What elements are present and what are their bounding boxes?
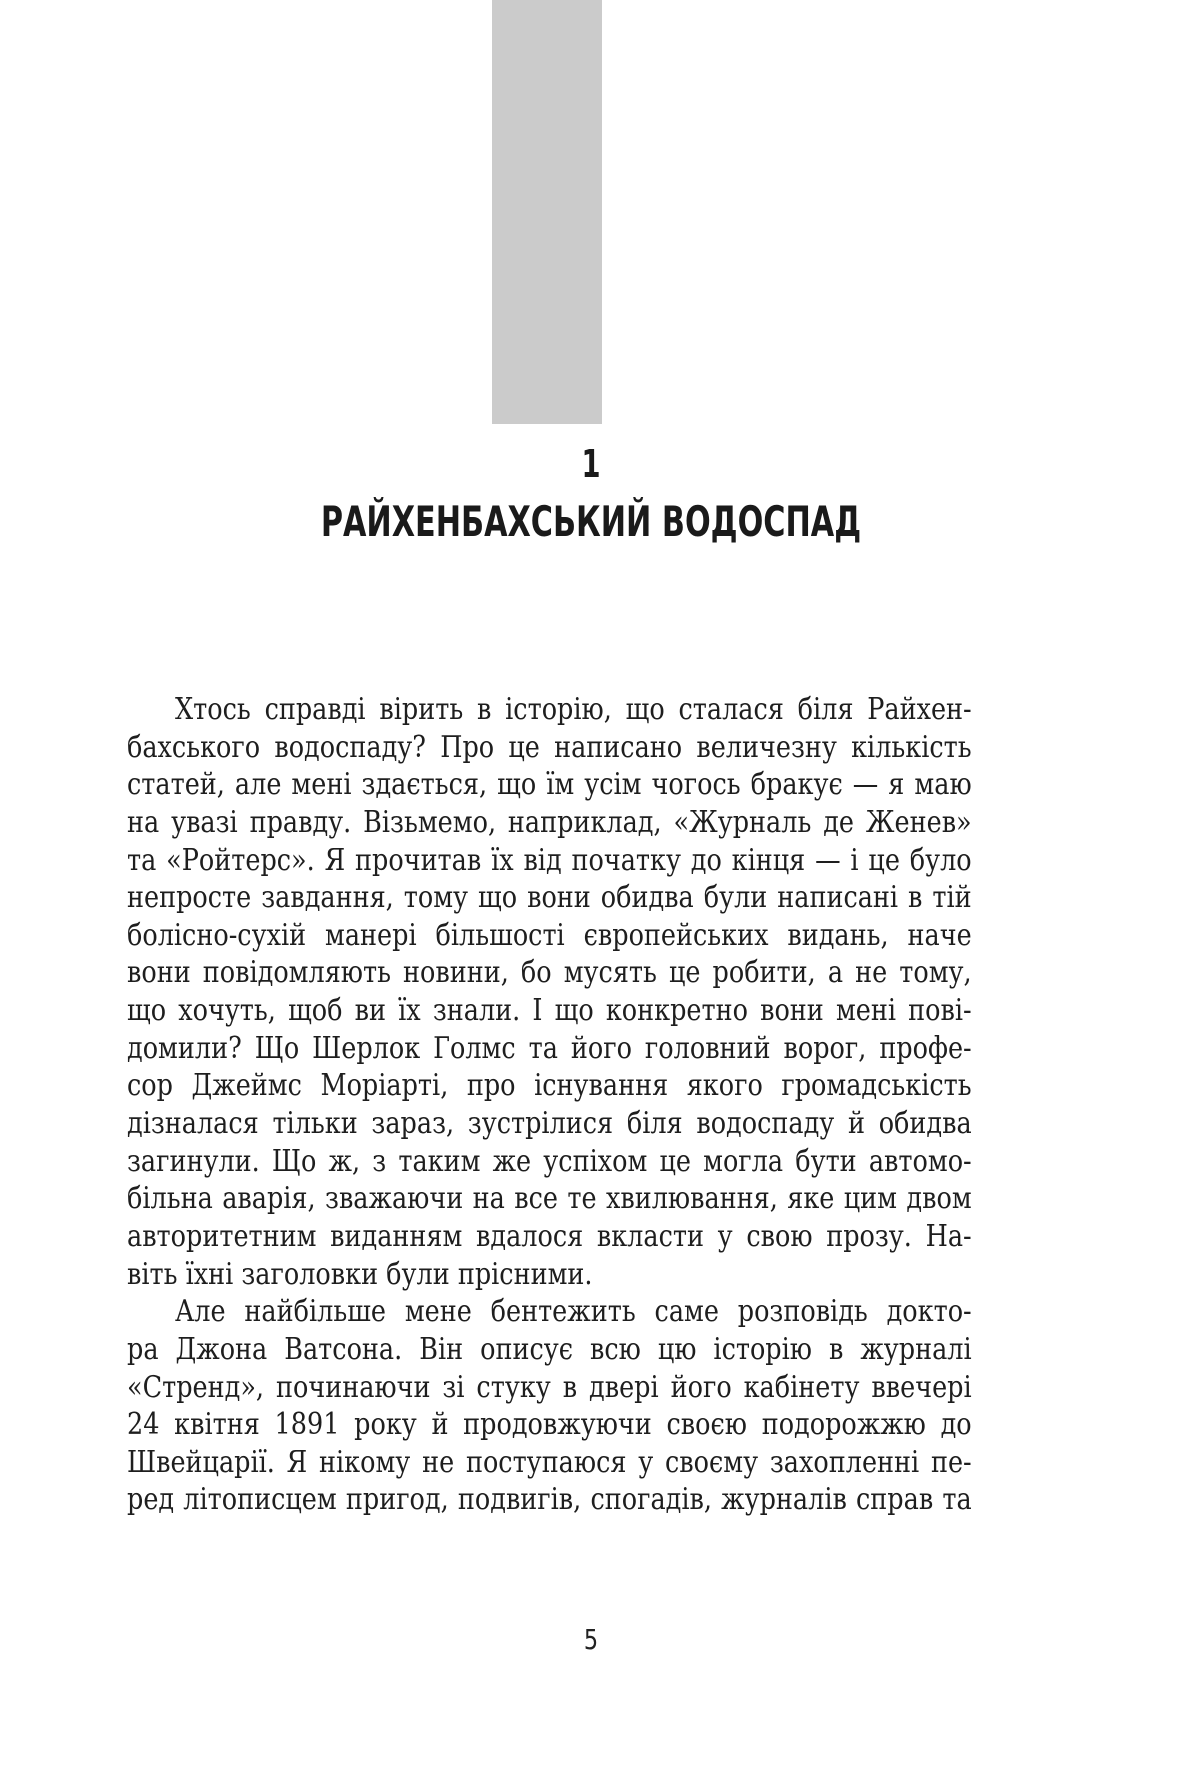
text-line: непросте завдання, тому що вони обидва були написані в тій xyxy=(127,880,972,916)
chapter-marker-bar xyxy=(492,0,602,424)
page-number: 5 xyxy=(583,1623,599,1656)
text-line: «Стренд», починаючи зі стуку в двері його кабінету ввечері xyxy=(127,1369,972,1405)
body-text xyxy=(127,691,972,1519)
text-line: сор Джеймс Моріарті, про існування якого громадськість xyxy=(127,1068,972,1104)
text-line: ра Джона Ватсона. Він описує всю цю історію в журналі xyxy=(127,1331,972,1367)
chapter-number: 1 xyxy=(581,442,601,486)
text-line: віть їхні заголовки були прісними. xyxy=(127,1256,593,1292)
text-line: болісно-сухій манері більшості європейських видань, наче xyxy=(127,917,972,953)
text-line: домили? Що Шерлок Голмс та його головний ворог, профе- xyxy=(127,1030,972,1066)
text-line: дізналася тільки зараз, зустрілися біля водоспаду й обидва xyxy=(127,1106,972,1142)
text-line: Швейцарії. Я нікому не поступаюся у своєму захопленні пе- xyxy=(127,1444,972,1480)
text-line: на увазі правду. Візьмемо, наприклад, «Журналь де Женев» xyxy=(127,804,972,840)
text-line: Але найбільше мене бентежить саме розповідь доктo- xyxy=(175,1294,972,1330)
text-line: що хочуть, щоб ви їх знали. І що конкретно вони мені пові- xyxy=(127,993,972,1029)
chapter-title: РАЙХЕНБАХСЬКИЙ ВОДОСПАД xyxy=(320,497,862,546)
text-line: вони повідомляють новини, бо мусять це робити, а не тому, xyxy=(127,955,972,991)
text-line: авторитетним виданням вдалося вкласти у свою прозу. На- xyxy=(127,1218,972,1254)
text-line: бахського водоспаду? Про це написано величезну кількість xyxy=(127,729,972,765)
text-line: та «Ройтерс». Я прочитав їх від початку до кінця — і це було xyxy=(127,842,972,878)
text-line: статей, але мені здається, що їм усім чогось бракує — я маю xyxy=(127,767,972,803)
text-line: загинули. Що ж, з таким же успіхом це могла бути автомо- xyxy=(127,1143,972,1179)
text-line: Хтось справді вірить в історію, що сталася біля Райхен- xyxy=(175,692,972,727)
text-line: 24 квітня 1891 року й продовжуючи своєю подорожжю до xyxy=(127,1407,972,1443)
text-line: більна аварія, зважаючи на все те хвилювання, яке цим двом xyxy=(127,1181,972,1217)
text-line: ред літописцем пригод, подвигів, спогадів, журналів справ та xyxy=(127,1482,972,1518)
